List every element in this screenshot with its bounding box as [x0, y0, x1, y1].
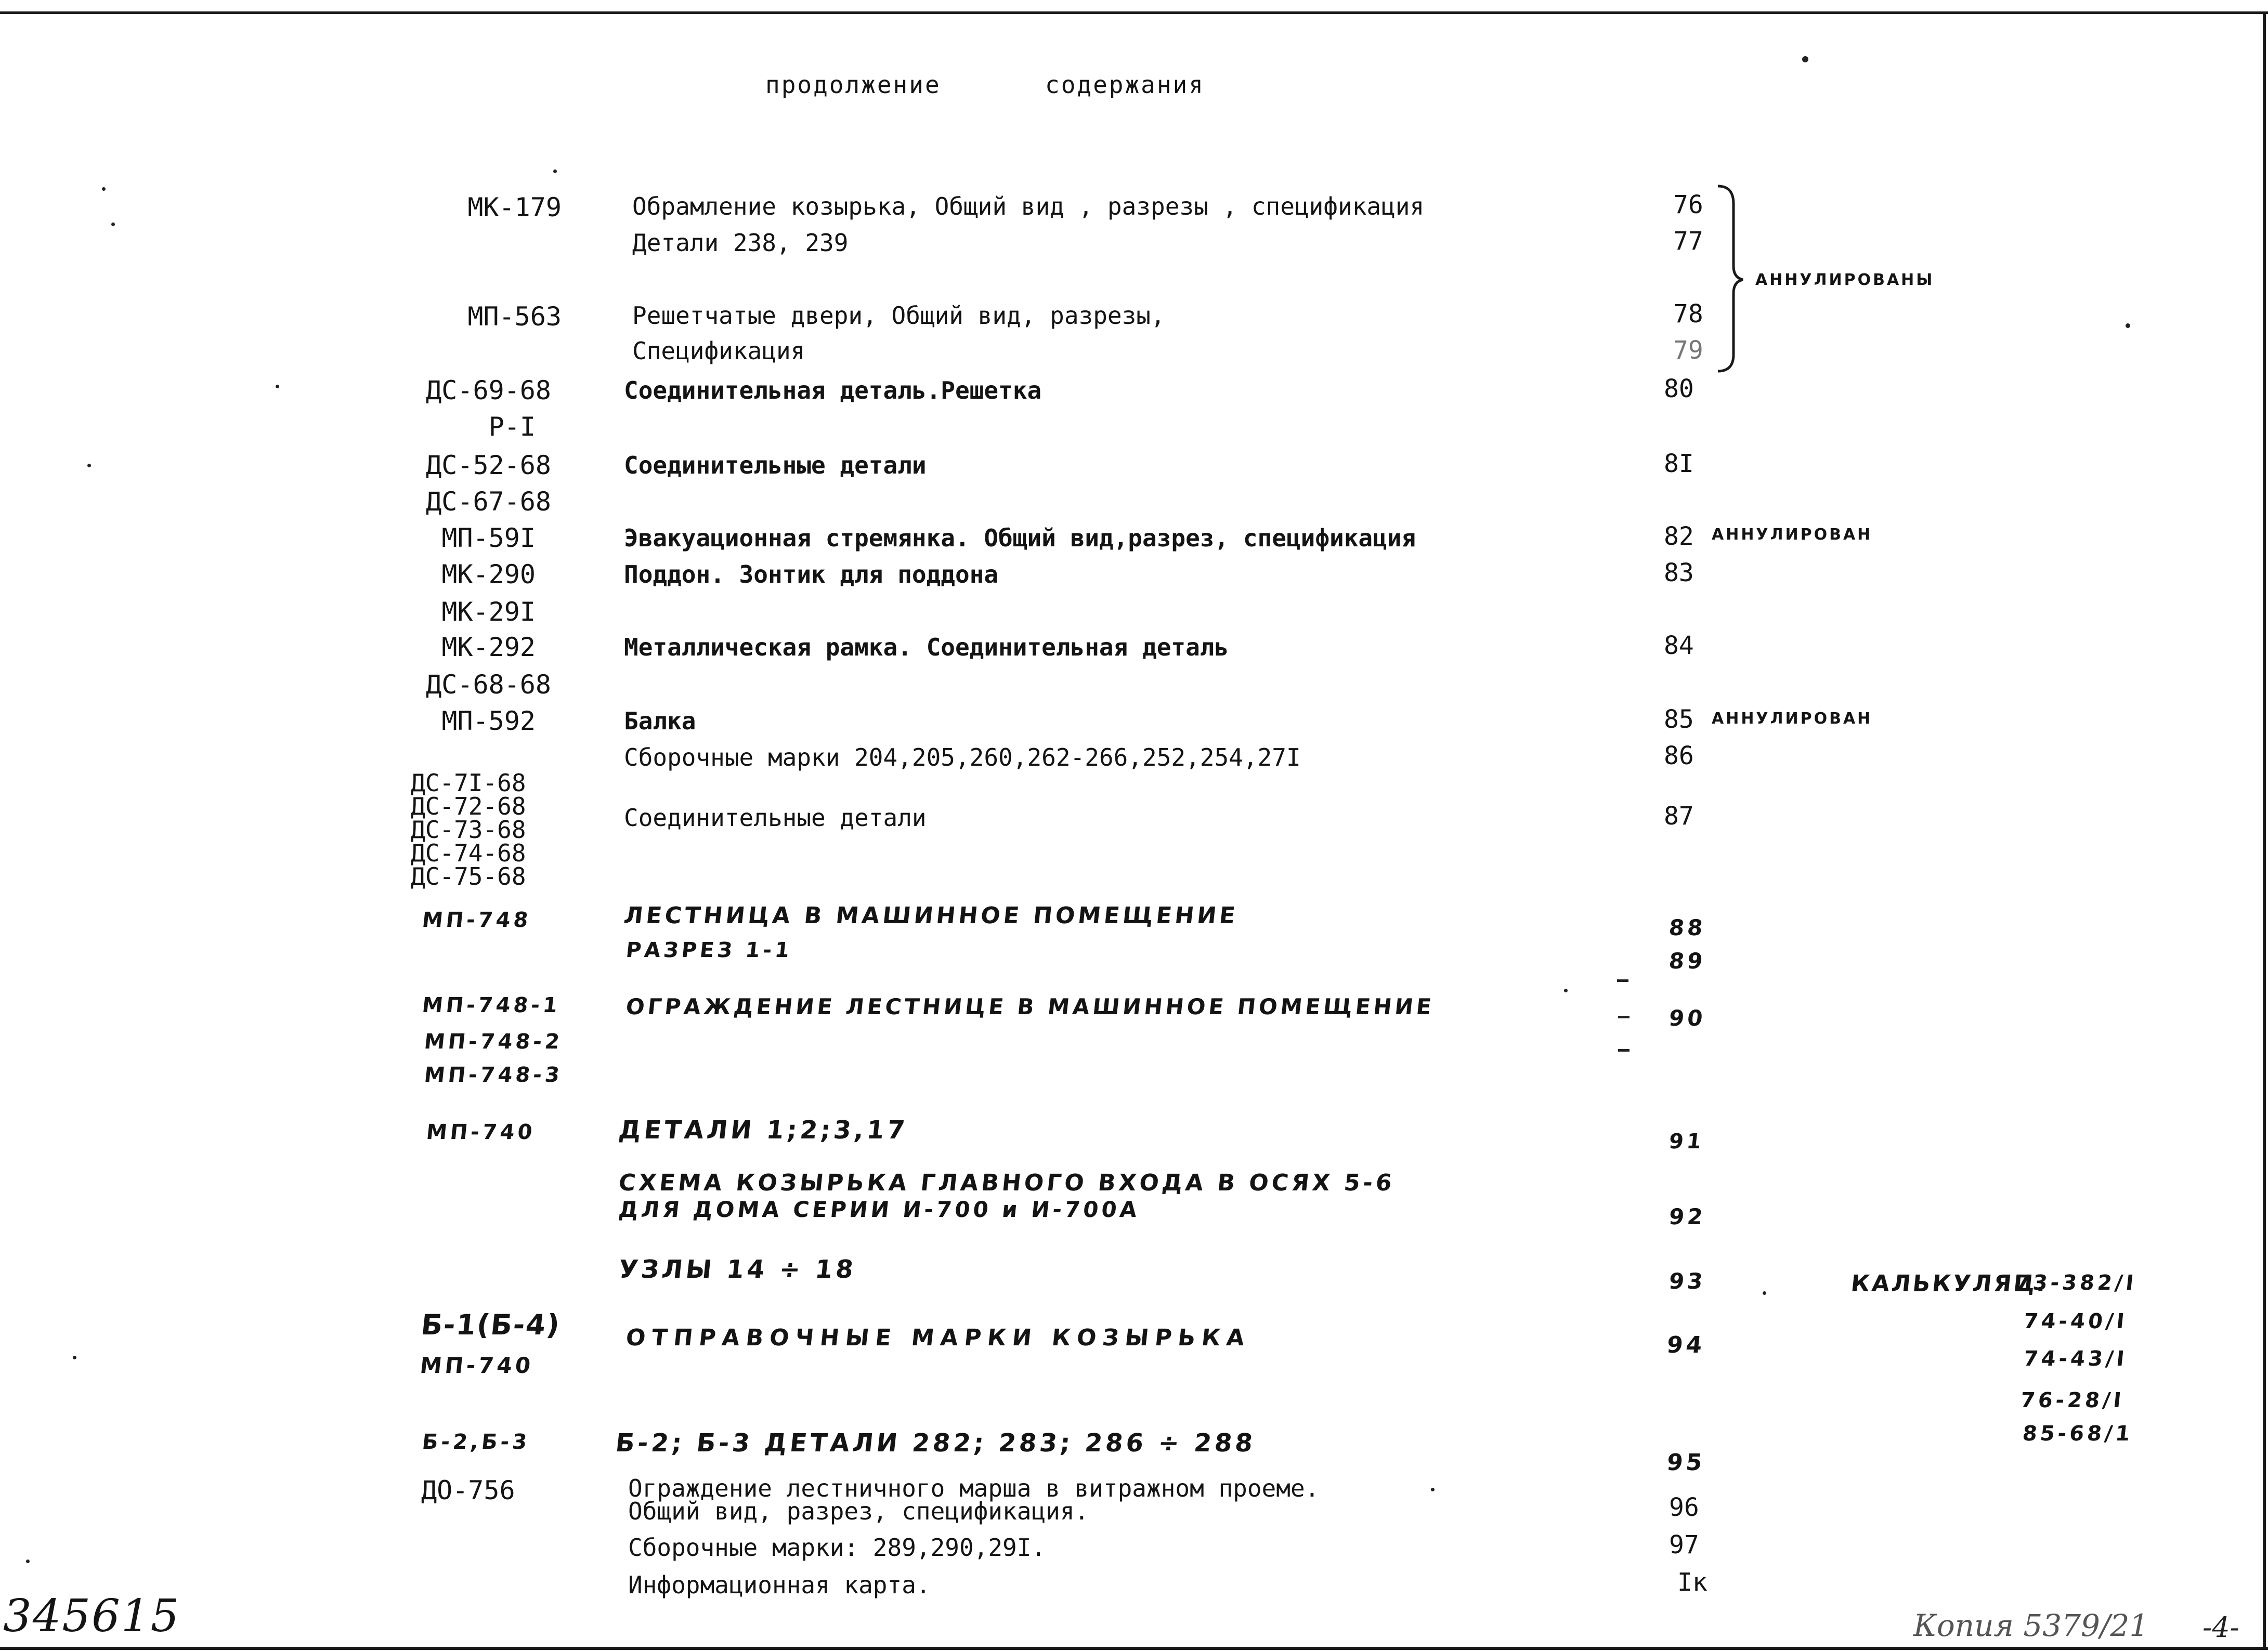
code-b-1-b-4: Б-1(Б-4): [419, 1308, 563, 1341]
margin-dash-mark: [1618, 1016, 1630, 1018]
page-97: 97: [1669, 1530, 1699, 1560]
page-90: 90: [1667, 1005, 1707, 1031]
desc-ds-52-68: Соединительные детали: [624, 451, 927, 479]
page-78: 78: [1673, 299, 1703, 329]
page-79: 79: [1673, 336, 1703, 365]
page-86: 86: [1664, 741, 1694, 770]
note-annulled-76-79: АННУЛИРОВАНЫ: [1755, 271, 1935, 289]
scan-speck: [26, 1560, 30, 1563]
desc-mp-591: Эвакуационная стремянка. Общий вид,разрез, спецификация: [624, 524, 1416, 552]
page-83: 83: [1664, 558, 1694, 587]
page-82: 82: [1664, 522, 1694, 551]
page-1k: Iк: [1677, 1568, 1707, 1597]
desc-canopy-scheme: СХЕМА КОЗЫРЬКА ГЛАВНОГО ВХОДА В ОСЯХ 5-6: [617, 1170, 1397, 1196]
scan-speck: [1564, 989, 1568, 992]
desc-info-card: Информационная карта.: [628, 1571, 931, 1599]
page-81: 8I: [1664, 449, 1694, 478]
note-annulled-82: АННУЛИРОВАН: [1712, 526, 1873, 544]
copy-signature: Копия 5379/21: [1913, 1608, 2149, 1643]
page-76: 76: [1673, 190, 1703, 219]
desc-mp-748: ЛЕСТНИЦА В МАШИННОЕ ПОМЕЩЕНИЕ: [622, 902, 1240, 929]
code-mk-290: МК-290: [441, 559, 536, 589]
scan-speck: [553, 169, 557, 173]
desc-ds-71-75: Соединительные детали: [624, 804, 927, 832]
header-left-word: продолжение: [765, 71, 941, 99]
frame-bottom-line: [0, 1647, 2268, 1650]
page-87: 87: [1664, 802, 1694, 831]
annulled-brace: [1716, 183, 1747, 375]
code-mp-748: МП-748: [421, 908, 532, 932]
desc-house-series: ДЛЯ ДОМА СЕРИИ И-700 и И-700А: [617, 1197, 1141, 1222]
desc-do-756: Ограждение лестничного марша в витражном проеме.: [628, 1474, 1320, 1502]
code-ds-52-68: ДС-52-68: [426, 450, 551, 480]
scan-speck: [2126, 323, 2130, 328]
page-85: 85: [1664, 705, 1694, 734]
code-ds-72-68: ДС-72-68: [411, 792, 526, 821]
code-ds-69-68: ДС-69-68: [426, 375, 551, 405]
scan-speck: [276, 385, 279, 388]
calc-ref-74-40: 74-40/I: [2022, 1309, 2129, 1333]
desc-assembly-marks-289: Сборочные марки: 289,290,29I.: [628, 1534, 1046, 1562]
code-ds-67-68: ДС-67-68: [426, 487, 551, 517]
desc-mp-592: Балка: [624, 707, 696, 735]
sheet-number: -4-: [2202, 1611, 2239, 1644]
code-mp-592: МП-592: [441, 706, 536, 736]
scan-speck: [111, 222, 115, 226]
note-annulled-85: АННУЛИРОВАН: [1712, 710, 1873, 728]
code-mp-563: МП-563: [467, 302, 562, 332]
code-ds-71-68: ДС-7I-68: [411, 769, 526, 797]
scan-speck: [1763, 1291, 1766, 1295]
frame-right-line: [2263, 11, 2266, 1649]
code-do-756: ДО-756: [421, 1475, 515, 1505]
code-mk-291: МК-29I: [441, 597, 536, 627]
inventory-number-stamp: 345615: [3, 1590, 180, 1642]
calc-ref-76-28: 76-28/I: [2019, 1388, 2126, 1412]
code-mp-748-2: МП-748-2: [423, 1030, 564, 1054]
code-mp-740-b: МП-740: [419, 1353, 535, 1378]
page-84: 84: [1664, 631, 1694, 660]
frame-top-line: [0, 11, 2268, 14]
page-77: 77: [1673, 227, 1703, 256]
page-93: 93: [1667, 1268, 1707, 1294]
calc-ref-73-382: 73-382/I: [2014, 1271, 2138, 1295]
desc-section-1-1: РАЗРЕЗ 1-1: [624, 938, 794, 962]
scan-speck: [102, 187, 106, 191]
code-stack-ds-71-75: [411, 769, 536, 891]
code-mp-740: МП-740: [425, 1120, 537, 1144]
page-89: 89: [1667, 948, 1707, 974]
code-mk-179: МК-179: [467, 192, 562, 222]
page-91: 91: [1667, 1130, 1706, 1154]
margin-dash-mark: [1618, 1049, 1630, 1052]
page-94: 94: [1665, 1332, 1706, 1358]
code-p-1: Р-I: [488, 412, 536, 442]
desc-details-1-2-3: ДЕТАЛИ 1;2;3,17: [617, 1116, 909, 1145]
desc-shipping-marks: ОТПРАВОЧНЫЕ МАРКИ КОЗЫРЬКА: [624, 1325, 1252, 1351]
scan-speck: [73, 1356, 76, 1359]
page-88: 88: [1667, 915, 1707, 940]
desc-nodes-14-18: УЗЛЫ 14 ÷ 18: [617, 1255, 858, 1284]
page-80: 80: [1664, 374, 1694, 403]
page-92: 92: [1667, 1204, 1707, 1229]
code-ds-73-68: ДС-73-68: [411, 816, 526, 844]
scan-speck: [1802, 56, 1808, 62]
desc-general-view: Общий вид, разрез, спецификация.: [628, 1497, 1089, 1525]
calc-ref-85-68: 85-68/1: [2021, 1422, 2134, 1446]
desc-mp-563: Решетчатые двери, Общий вид, разрезы,: [632, 302, 1165, 330]
code-mp-591: МП-59I: [441, 523, 536, 553]
code-mp-748-1: МП-748-1: [421, 993, 562, 1017]
desc-specification: Спецификация: [632, 337, 805, 365]
calc-label: КАЛЬКУЛЯЦ.: [1849, 1270, 2049, 1297]
desc-details-238: Детали 238, 239: [632, 229, 849, 257]
desc-mk-179: Обрамление козырька, Общий вид , разрезы , спецификация: [632, 192, 1425, 220]
page-96: 96: [1669, 1493, 1699, 1522]
desc-mp-748-1: ОГРАЖДЕНИЕ ЛЕСТНИЦЕ В МАШИННОЕ ПОМЕЩЕНИЕ: [624, 994, 1436, 1019]
desc-mk-290: Поддон. Зонтик для поддона: [624, 560, 999, 588]
desc-ds-69-68: Соединительная деталь.Решетка: [624, 376, 1042, 404]
code-b-2-b-3: Б-2,Б-3: [421, 1430, 531, 1454]
code-ds-68-68: ДС-68-68: [426, 670, 551, 700]
desc-assembly-marks: Сборочные марки 204,205,260,262-266,252,254,27I: [624, 743, 1301, 771]
scan-speck: [1431, 1488, 1435, 1491]
calc-ref-74-43: 74-43/I: [2022, 1347, 2129, 1371]
desc-b2-b3-details: Б-2; Б-3 ДЕТАЛИ 282; 283; 286 ÷ 288: [614, 1429, 1257, 1458]
scan-speck: [87, 464, 91, 467]
code-ds-75-68: ДС-75-68: [411, 862, 526, 891]
code-mk-292: МК-292: [441, 632, 536, 662]
header-right-word: содержания: [1045, 71, 1205, 99]
margin-dash-mark: [1617, 979, 1628, 982]
code-mp-748-3: МП-748-3: [423, 1063, 564, 1087]
desc-mk-292: Металлическая рамка. Соединительная деталь: [624, 633, 1229, 661]
page-95: 95: [1665, 1449, 1706, 1476]
code-ds-74-68: ДС-74-68: [411, 839, 526, 868]
